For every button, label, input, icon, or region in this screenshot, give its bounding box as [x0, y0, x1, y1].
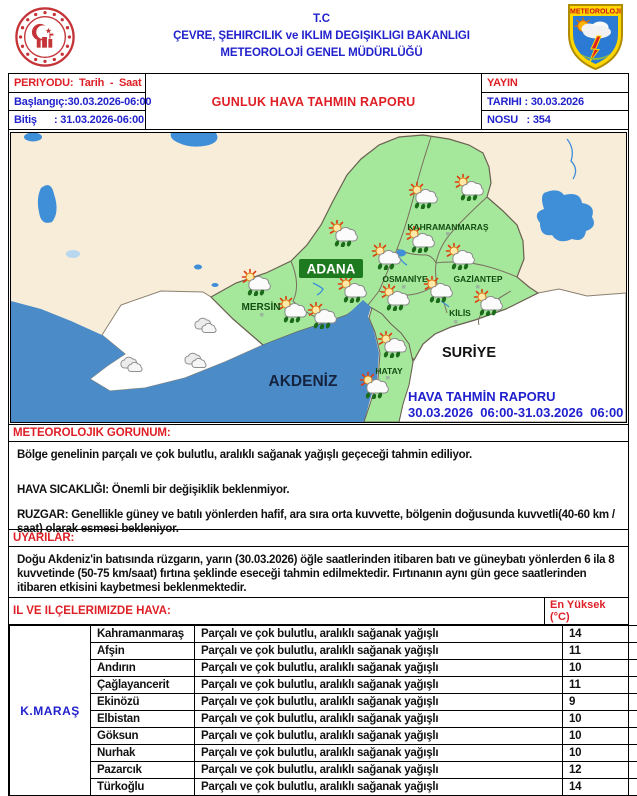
- district-table-body: [10, 626, 637, 796]
- temp-cell: 11: [563, 643, 637, 660]
- issue-date: TARIHI : 30.03.2026: [482, 93, 628, 112]
- temp-cell: 9: [563, 694, 637, 711]
- period-end: Bitiş : 31.03.2026-06:00: [14, 114, 144, 127]
- table-row: [10, 728, 637, 745]
- district-cell: Elbistan: [91, 711, 195, 728]
- warnings-section-body: [9, 547, 628, 598]
- condition-cell: Parçalı ve çok bulutlu, aralıklı sağanak yağışlı: [195, 694, 563, 711]
- country-label-suriye: SURİYE: [442, 345, 496, 361]
- warnings-section-title: UYARILAR:: [9, 530, 628, 547]
- map-strip: [9, 130, 628, 425]
- province-cell: K.MARAŞ: [10, 626, 91, 796]
- forecast-map: [10, 132, 627, 423]
- shallow-lake: [66, 250, 80, 258]
- meteorology-badge: [559, 3, 631, 71]
- issue-number: NOSU : 354: [487, 114, 551, 127]
- masthead: [0, 0, 637, 73]
- table-row: [10, 762, 637, 779]
- outlook-paragraph-wind: RUZGAR: Genellikle güney ve batılı yönlerden hafif, ara sıra orta kuvvette, bölgenin doğusunda kuvvetli(40-60 km / saat) olarak esmesi bekleniyor.: [17, 509, 615, 535]
- period-start: Başlangıç:30.03.2026-06:00: [9, 93, 145, 112]
- report-info-bar: [9, 74, 628, 130]
- district-cell: Andırın: [91, 660, 195, 677]
- condition-cell: Parçalı ve çok bulutlu, aralıklı sağanak yağışlı: [195, 677, 563, 694]
- region-label-hatay: HATAY: [375, 366, 403, 376]
- region-label-mersin: MERSİN: [241, 302, 281, 313]
- region-label-gaziantep: GAZİANTEP: [453, 274, 503, 284]
- table-row: [10, 711, 637, 728]
- badge-text: METEOROLOJI: [569, 8, 621, 15]
- table-row: [10, 779, 637, 796]
- ministry-seal-icon: [14, 6, 76, 68]
- temp-cell: 14: [563, 779, 637, 796]
- district-cell: Türkoğlu: [91, 779, 195, 796]
- district-cell: Afşin: [91, 643, 195, 660]
- district-cell: Çağlayancerit: [91, 677, 195, 694]
- sea-label-akdeniz: AKDENİZ: [268, 373, 338, 390]
- condition-cell: Parçalı ve çok bulutlu, aralıklı sağanak yağışlı: [195, 711, 563, 728]
- warnings-paragraph: Doğu Akdeniz'in batısında rüzgarın, yarın (30.03.2026) öğle saatlerinden itibaren batı ve güneybatı yönlerden 6 ila 8 kuvvetinde (50-75 km/saat) fırtına şeklinde eseceği tahmin edilmektedir. Fırtınanın aynı gün gece saatlerinden itibaren etkisini kaybetmesi beklenmektedir.: [17, 554, 615, 594]
- district-cell: Ekinözü: [91, 694, 195, 711]
- district-cell: Nurhak: [91, 745, 195, 762]
- region-label-kilis: KİLİS: [449, 308, 471, 318]
- max-temp-label: En Yüksek: [550, 599, 606, 611]
- condition-cell: Parçalı ve çok bulutlu, aralıklı sağanak yağışlı: [195, 779, 563, 796]
- district-cell: Pazarcık: [91, 762, 195, 779]
- region-label-osmaniye: OSMANİYE: [382, 274, 428, 284]
- district-forecast-table: [9, 625, 637, 796]
- condition-cell: Parçalı ve çok bulutlu, aralıklı sağanak yağışlı: [195, 728, 563, 745]
- temp-cell: 14: [563, 626, 637, 643]
- outlook-section-body: [9, 442, 628, 535]
- outlook-paragraph-general: Bölge genelinin parçalı ve çok bulutlu, aralıklı sağanak yağışlı geçeceği tahmin ediliyor.: [17, 449, 472, 461]
- title-directorate: METEOROLOJİ GENEL MÜDÜRLÜĞÜ: [220, 46, 423, 59]
- table-row: [10, 660, 637, 677]
- table-header-row: [9, 598, 628, 625]
- table-row: [10, 643, 637, 660]
- outlook-paragraph-temperature: HAVA SICAKLIĞI: Önemli bir değişiklik beklenmiyor.: [17, 484, 290, 496]
- table-row: [10, 694, 637, 711]
- title-tc: T.C: [313, 13, 330, 26]
- ministry-logo: [6, 6, 84, 68]
- report-frame: [8, 73, 629, 796]
- issue-column: [481, 74, 628, 129]
- report-title: GUNLUK HAVA TAHMIN RAPORU: [211, 94, 416, 109]
- meteorology-shield-icon: [567, 3, 624, 71]
- map-caption-title: HAVA TAHMİN RAPORU: [408, 389, 556, 404]
- temp-cell: 11: [563, 677, 637, 694]
- district-cell: Kahramanmaraş: [91, 626, 195, 643]
- outlook-section-title: METEOROLOJIK GORUNUM:: [9, 425, 628, 442]
- table-header-left: IL VE ILÇELERIMIZDE HAVA:: [13, 605, 171, 617]
- condition-cell: Parçalı ve çok bulutlu, aralıklı sağanak yağışlı: [195, 643, 563, 660]
- agency-titles: [84, 11, 559, 61]
- condition-cell: Parçalı ve çok bulutlu, aralıklı sağanak yağışlı: [195, 745, 563, 762]
- table-row: [10, 745, 637, 762]
- period-column: [9, 74, 152, 129]
- table-header-right: [544, 598, 628, 624]
- temp-cell: 10: [563, 711, 637, 728]
- condition-cell: Parçalı ve çok bulutlu, aralıklı sağanak yağışlı: [195, 660, 563, 677]
- condition-cell: Parçalı ve çok bulutlu, aralıklı sağanak yağışlı: [195, 626, 563, 643]
- district-cell: Göksun: [91, 728, 195, 745]
- forecast-map-svg: [11, 133, 626, 422]
- table-row: [10, 677, 637, 694]
- region-label-adana: ADANA: [306, 261, 356, 277]
- temp-cell: 12: [563, 762, 637, 779]
- table-row: [10, 626, 637, 643]
- temp-cell: 10: [563, 660, 637, 677]
- temp-cell: 10: [563, 728, 637, 745]
- condition-cell: Parçalı ve çok bulutlu, aralıklı sağanak yağışlı: [195, 762, 563, 779]
- temp-cell: 10: [563, 745, 637, 762]
- max-temp-unit: (°C): [550, 611, 570, 623]
- title-ministry: ÇEVRE, ŞEHIRCILIK ve IKLIM DEGIŞIKLIGI BAKANLIGI: [173, 30, 470, 43]
- map-caption-period: 30.03.2026 06:00-31.03.2026 06:00: [408, 405, 624, 420]
- period-label: PERIYODU: Tarih - Saat: [9, 74, 145, 93]
- issue-label: YAYIN: [482, 74, 628, 93]
- region-label-kahramanmaras: KAHRAMANMARAŞ: [407, 222, 489, 232]
